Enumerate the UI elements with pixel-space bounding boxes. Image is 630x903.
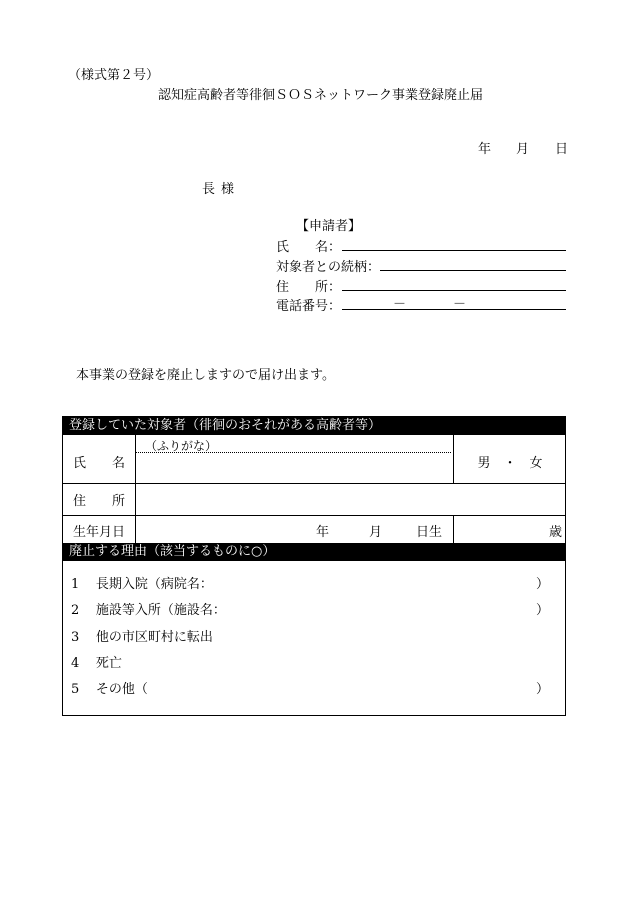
reason-3[interactable] [71, 626, 213, 645]
row-divider-1 [63, 483, 565, 484]
applicant-name-label: 氏 名： [276, 240, 342, 255]
gender-choice[interactable]: 男 ・ 女 [477, 456, 543, 471]
phone-separator-2: － [453, 297, 467, 312]
reason-4-number: 4 [71, 656, 80, 671]
applicant-name-line[interactable] [342, 250, 566, 251]
name-label: 氏 名 [72, 456, 125, 471]
form-title: 認知症高齢者等徘徊ＳＯＳネットワーク事業登録廃止届 [158, 88, 484, 103]
birth-year-label: 年 [316, 525, 330, 540]
reason-2[interactable] [71, 599, 226, 618]
applicant-address-line[interactable] [342, 290, 566, 291]
reason-5-text: その他（ [95, 682, 148, 697]
reason-2-number: 2 [71, 603, 80, 618]
section-header-target: 登録していた対象者（徘徊のおそれがある高齢者等） [63, 417, 565, 435]
applicant-address-label: 住 所： [276, 280, 342, 295]
reason-3-text: 他の市区町村に転出 [95, 630, 213, 645]
phone-separator-1: － [393, 297, 407, 312]
label-column-divider [135, 435, 136, 543]
reason-5-number: 5 [71, 682, 80, 697]
reason-3-number: 3 [71, 630, 80, 645]
reason-5[interactable] [71, 678, 148, 697]
applicant-heading: 【申請者】 [296, 219, 362, 234]
reason-1-text: 長期入院（病院名： [95, 577, 213, 592]
reason-5-close: ） [535, 682, 549, 697]
addressee: 長様 [202, 182, 241, 197]
gender-column-divider [453, 435, 454, 483]
address-label: 住 所 [72, 494, 125, 509]
applicant-relation-line[interactable] [380, 270, 566, 271]
applicant-relation-label: 対象者との続柄： [276, 260, 381, 275]
birth-day-label: 日生 [416, 525, 443, 540]
statement: 本事業の登録を廃止しますので届け出ます。 [76, 368, 335, 383]
furigana-divider [135, 452, 451, 453]
reason-1[interactable] [71, 573, 213, 592]
reason-1-number: 1 [71, 577, 80, 592]
furigana-label: （ふりがな） [145, 439, 218, 453]
date-month-label: 月 [516, 142, 530, 157]
reason-4-text: 死亡 [95, 656, 122, 671]
row-divider-2 [63, 515, 565, 516]
reason-2-text: 施設等入所（施設名： [95, 603, 226, 618]
reason-1-close: ） [535, 577, 549, 592]
birthdate-label: 生年月日 [72, 525, 125, 540]
birth-month-label: 月 [369, 525, 383, 540]
reason-2-close: ） [535, 603, 549, 618]
age-column-divider [453, 515, 454, 543]
applicant-phone-label: 電話番号： [276, 299, 342, 314]
date-day-label: 日 [555, 142, 569, 157]
form-number: （様式第２号） [68, 68, 160, 83]
form-table [62, 416, 566, 716]
reason-4[interactable] [71, 652, 122, 671]
age-suffix: 歳 [549, 525, 563, 540]
section-header-reason: 廃止する理由（該当するものに○） [63, 543, 565, 561]
date-year-label: 年 [478, 142, 492, 157]
